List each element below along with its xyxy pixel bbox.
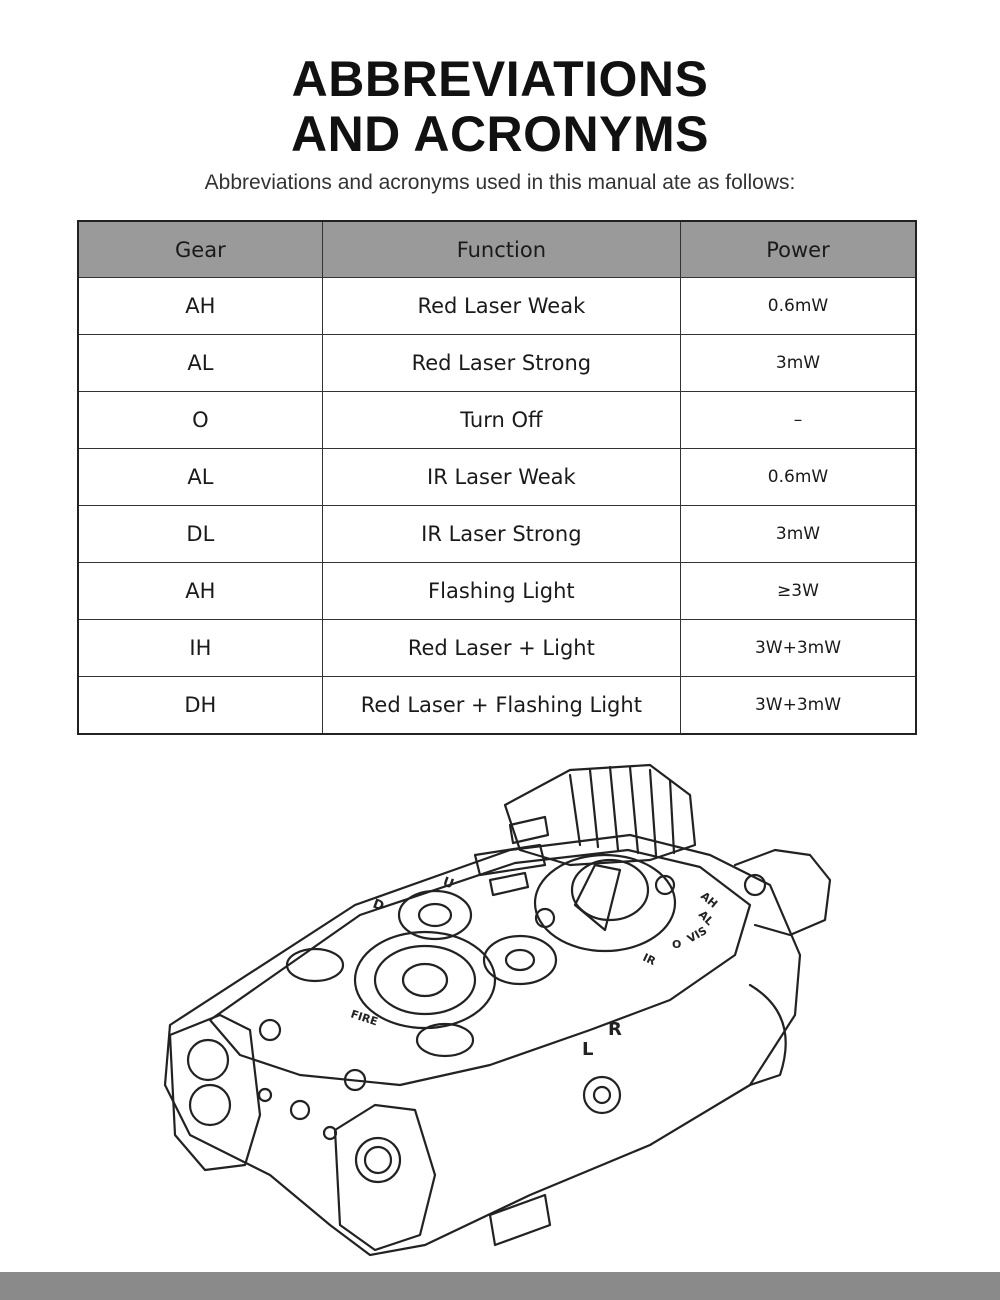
side-label-l: L	[582, 1039, 594, 1060]
abbreviation-table	[77, 220, 917, 735]
emitter-lens-3	[356, 1138, 400, 1182]
title-line-2: AND ACRONYMS	[290, 106, 710, 162]
cell-function: Turn Off	[322, 392, 680, 449]
header-power: Power	[680, 221, 916, 278]
cell-power: 3mW	[680, 335, 916, 392]
mode-button-1-center	[419, 904, 451, 926]
top-pad-2	[417, 1024, 473, 1056]
table-row	[78, 620, 916, 677]
emitter-lens-1	[188, 1040, 228, 1080]
cell-gear: DH	[78, 677, 322, 735]
cell-power: 3W+3mW	[680, 620, 916, 677]
selector-label-u: U	[440, 874, 456, 893]
cell-gear: DL	[78, 506, 322, 563]
side-dial-inner	[594, 1087, 610, 1103]
front-housing-right	[335, 1105, 435, 1250]
cell-gear: IH	[78, 620, 322, 677]
cell-gear: O	[78, 392, 322, 449]
laser-device-illustration	[150, 755, 850, 1260]
cell-power: ≥3W	[680, 563, 916, 620]
cell-power: 3W+3mW	[680, 677, 916, 735]
side-screw-1	[260, 1020, 280, 1040]
table-row	[78, 449, 916, 506]
cell-gear: AL	[78, 335, 322, 392]
page-subtitle: Abbreviations and acronyms used in this manual ate as follows:	[204, 171, 796, 194]
side-port-1	[291, 1101, 309, 1119]
rear-cap	[505, 765, 695, 865]
side-port-3	[259, 1089, 271, 1101]
mode-button-2	[484, 936, 556, 984]
fire-label: FIRE	[349, 1007, 380, 1029]
top-pad-1	[287, 949, 343, 981]
fire-button	[375, 946, 475, 1014]
cell-function: IR Laser Weak	[322, 449, 680, 506]
table-row	[78, 335, 916, 392]
cell-gear: AH	[78, 278, 322, 335]
emitter-lens-3-inner	[365, 1147, 391, 1173]
knob-label-o: O	[672, 938, 682, 951]
table-row	[78, 506, 916, 563]
page-title	[0, 52, 1000, 162]
bottom-rail	[490, 1195, 550, 1245]
emitter-lens-2	[190, 1085, 230, 1125]
cell-function: Red Laser + Flashing Light	[322, 677, 680, 735]
mode-button-2-center	[506, 950, 534, 970]
knob-label-ir: IR	[640, 950, 658, 969]
cell-gear: AH	[78, 563, 322, 620]
side-label-r: R	[608, 1019, 622, 1040]
selector-knob	[535, 855, 675, 951]
header-gear: Gear	[78, 221, 322, 278]
cell-power: 3mW	[680, 506, 916, 563]
cell-gear: AL	[78, 449, 322, 506]
cell-function: Flashing Light	[322, 563, 680, 620]
header-function: Function	[322, 221, 680, 278]
footer-bar	[0, 1272, 1000, 1300]
knob-label-vis: VIS	[685, 924, 710, 946]
fire-button-center	[403, 964, 447, 996]
top-slot-2	[490, 873, 528, 895]
title-line-1: ABBREVIATIONS	[291, 51, 709, 107]
cell-function: Red Laser Weak	[322, 278, 680, 335]
table-row	[78, 278, 916, 335]
cell-power: 0.6mW	[680, 449, 916, 506]
table-row	[78, 392, 916, 449]
rear-bulge	[750, 985, 786, 1085]
cell-power: –	[680, 392, 916, 449]
cell-function: Red Laser Strong	[322, 335, 680, 392]
table-header-row	[78, 221, 916, 278]
table-row	[78, 563, 916, 620]
side-dial	[584, 1077, 620, 1113]
table-row	[78, 677, 916, 735]
selector-label-d: D	[370, 896, 386, 915]
cell-function: Red Laser + Light	[322, 620, 680, 677]
knob-label-al: AL	[695, 907, 717, 929]
knob-label-ah: AH	[698, 889, 721, 911]
cell-function: IR Laser Strong	[322, 506, 680, 563]
cell-power: 0.6mW	[680, 278, 916, 335]
